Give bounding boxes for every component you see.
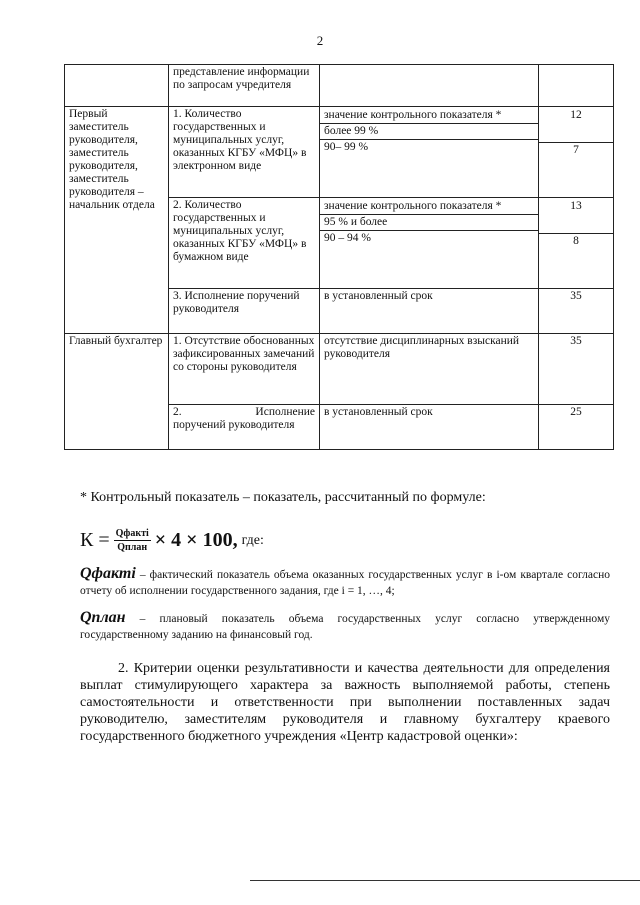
bottom-divider — [250, 880, 640, 881]
condition-cell: в установленный срок — [320, 405, 539, 450]
page-number: 2 — [316, 33, 324, 48]
body-paragraph — [80, 660, 610, 745]
table-cell — [320, 65, 539, 107]
points-a: 12 — [570, 109, 582, 121]
formula-numerator: Qфактi — [115, 528, 149, 539]
paragraph-rest: для определения выплат стимулирующего характера за важность выполняемой работы, степень самостоятельности и ответственности при выполнении поставленных задач руководителю, заместителям руководителя и главному бухгалтеру краевого государственного бюджетного учреждения «Центр кадастровой оценки»: — [80, 661, 610, 744]
table-cell: представление информации по запросам учредителя — [169, 65, 320, 107]
criterion-cell — [169, 405, 320, 450]
formula-where: где: — [241, 532, 264, 548]
formula-denominator: Qплан — [117, 542, 148, 553]
condition-a: более 99 % — [320, 123, 538, 139]
condition-cell — [320, 107, 539, 198]
points-b: 7 — [539, 142, 613, 158]
points-b: 8 — [539, 233, 613, 249]
table-row — [65, 334, 614, 405]
formula — [80, 528, 264, 553]
criterion-cell: 1. Отсутствие обоснованных зафиксированных замечаний со стороны руководителя — [169, 334, 320, 405]
condition-b: 90– 99 % — [320, 139, 538, 155]
points-cell: 25 — [539, 405, 614, 450]
definition-symbol: Qплан — [80, 609, 126, 626]
points-a: 13 — [570, 200, 582, 212]
position-cell: Первый заместитель руководителя, заместитель руководителя, заместитель руководителя – начальник отдела — [65, 107, 169, 334]
criterion-number: 2. — [173, 406, 182, 418]
table-row — [65, 65, 614, 107]
definition-q-fact — [80, 566, 610, 599]
definition-symbol: Qфактi — [80, 565, 136, 582]
formula-rest: × 4 × 100, — [154, 529, 238, 551]
criterion-cell: 1. Количество государственных и муниципальных услуг, оказанных КГБУ «МФЦ» в электронном виде — [169, 107, 320, 198]
table-cell — [65, 65, 169, 107]
position-cell: Главный бухгалтер — [65, 334, 169, 450]
points-cell — [539, 107, 614, 198]
condition-cell — [320, 198, 539, 289]
points-cell: 35 — [539, 334, 614, 405]
definition-text: – фактический показатель объема оказанных государственных услуг в i-ом квартале согласно отчету об исполнении государственного задания, где i = 1, …, 4; — [80, 569, 610, 597]
condition-cell: в установленный срок — [320, 289, 539, 334]
table-cell — [539, 65, 614, 107]
criteria-table — [64, 64, 614, 450]
criterion-cell: 3. Исполнение поручений руководителя — [169, 289, 320, 334]
points-cell: 35 — [539, 289, 614, 334]
condition-header: значение контрольного показателя * — [324, 109, 502, 121]
criterion-word: Исполнение — [255, 406, 315, 418]
criterion-rest: поручений руководителя — [173, 419, 295, 431]
definition-text: – плановый показатель объема государственных услуг согласно утвержденному государственному заданию на финансовый год. — [80, 613, 610, 641]
table-row — [65, 107, 614, 198]
condition-a: 95 % и более — [320, 214, 538, 230]
paragraph-lead: 2. Критерии оценки результативности и качества деятельности — [118, 661, 504, 676]
points-cell — [539, 198, 614, 289]
condition-cell: отсутствие дисциплинарных взысканий руководителя — [320, 334, 539, 405]
footnote: * Контрольный показатель – показатель, рассчитанный по формуле: — [80, 490, 486, 505]
formula-lhs: К = — [80, 529, 110, 551]
formula-fraction — [114, 528, 151, 553]
criterion-cell: 2. Количество государственных и муниципальных услуг, оказанных КГБУ «МФЦ» в бумажном виде — [169, 198, 320, 289]
condition-header: значение контрольного показателя * — [324, 200, 502, 212]
condition-b: 90 – 94 % — [320, 230, 538, 246]
definition-q-plan — [80, 610, 610, 643]
